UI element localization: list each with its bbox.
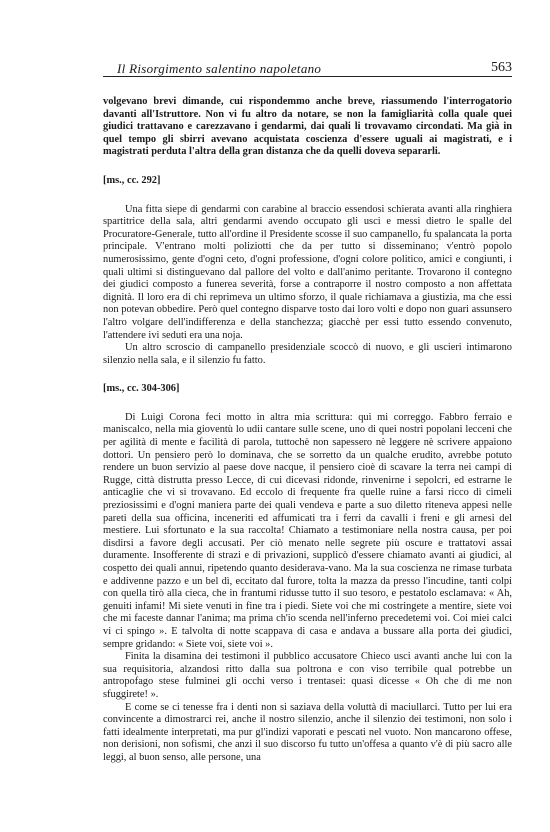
page-body (103, 96, 512, 765)
manuscript-citation: [ms., cc. 304-306] (103, 383, 180, 395)
paragraph: Un altro scroscio di campanello presidenziale scoccò di nuovo, e gli uscieri intimarono silenzio nella sala, e il silenzio fu fatto. (103, 342, 512, 366)
paragraph: E come se ci tenesse fra i denti non si saziava della voluttà di maciullarci. Tutto per lui era convincente a dimostrarci rei, anche il nostro silenzio, anche il silenzio dei testimoni, non solo i fatti idealmente interpretati, ma pur gl'indizi vaporati e pescati nel vuoto. Non mancarono offese, non derisioni, non sofismi, che anzi il suo discorso fu tutto un'offesa a quanto v'è di più sacro alle leggi, al buon senso, alle persone, una (103, 701, 512, 763)
paragraph: Di Luigi Corona feci motto in altra mia scrittura: qui mi correggo. Fabbro ferraio e maniscalco, nella mia gioventù lo udii cantare sulle scene, uno di quei nostri popolani lecceni che per agilità di mente e facilità di parola, tuttochè non sapessero nè leggere nè scrivere appaiono dottori. Un pensiero però lo dominava, che se sorretto da un qualche erudito, avrebbe potuto rendere un buon servizio al paese dove nacque, il pensiero cioè di scavare la terra nei campi di Rugge, città distrutta presso Lecce, di cui dicevasi ridonde, rinvenirne i sepolcri, ed estrarne le anticaglie che vi si trovavano. Ed eccolo di frequente fra quelle ruine a farsi ricco di cimeli preziosissimi e d'ogni maniera parte dei quali vendeva e parte a suo diletto riteneva appesi nelle pareti della sua officina, inceneriti ed affumicati tra i ferri da cavalli i freni e gli arnesi del mestiere. Lui sfortunato e la sua raccolta! Chiamato a testimoniare nella nostra causa, per poi disdirsi a favore degli accusati. Per ciò menato nelle segrete più oscure e trattatovi assai duramente. Insofferente di strazi e di privazioni, supplicò d'essere chiamato avanti ai giudici, al cospetto dei quali annui, ripetendo quanto desiderava-vano. Ma la sua coscienza ne rimase turbata e addivenne pazzo e un bel dì, eccitato dal furore, tolta la mazza da presso l'incudine, tanti colpi con quella tirò alla cieca, che in frantumi ridusse tutto il suo tesoro, e pestatolo esclamava: « Ah, genuiti infami! Mi siete venuti in fine tra i piedi. Siete voi che mi costringete a mentire, siete voi che mi faceste dannar l'anima; ma prima ch'io scenda nell'inferno precedetemi voi. Coi miei calci vi ci spingo ». E talvolta di notte scappava di casa e andava a bussare alla porta dei giudici, sempre gridando: « Siete voi, siete voi ». (103, 411, 512, 650)
page-header (103, 50, 512, 77)
paragraph: Una fitta siepe di gendarmi con carabine al braccio essendosi schierata avanti alla ringhiera spartitrice della sala, altri gendarmi avendo occupato gli usci e messi dietro le spalle del Procuratore-Generale, tutto all'ordine il Presidente scosse il suo campanello, fu spalancata la porta principale. V'entrano molti poliziotti che da per tutto si disseminano; v'entrò popolo numerosissimo, gente d'ogni ceto, d'ogni professione, d'ogni colore politico, amici e congiunti, i quali ultimi si distinguevano dal pallore del volto e dall'animo peritante. Trovarono il contegno dei giudici composto a funerea severità, forse a contraporre il nostro composto a non affettata dignità. Il loro era di chi reprimeva un ultimo sforzo, il quale richiamava a giustizia, ma che essi non potevan obbedire. Però quel contegno disparve tosto dai loro volti e dopo non guari assunsero l'altro volgare dell'indifferenza e della stanchezza; giacchè per essi tutto essendo convenuto, l'attendere ivi seduti era una noja. (103, 203, 512, 341)
paragraph: volgevano brevi dimande, cui rispondemmo anche breve, riassumendo l'interrogatorio davanti all'Istruttore. Non vi fu altro da notare, se non la famigliarità colla quale quei giudici trattavano e carezzavano i gendarmi, dai quali li trovavamo circondati. Ma già in quel tempo gli sbirri avevano acquistata coscienza d'essere uguali ai magistrati, e i magistrati perduta l'altra della gran distanza che da quelli doveva separarli. (103, 96, 512, 158)
running-title: Il Risorgimento salentino napoletano (117, 61, 322, 76)
manuscript-citation: [ms., cc. 292] (103, 174, 161, 186)
paragraph: Finita la disamina dei testimoni il pubblico accusatore Chieco usci avanti anche lui con la sua requisitoria, alzandosi ritto dalla sua poltrona e con viso terribile qual potrebbe un antropofago stese fulminei gli occhi verso i trentasei: quasi dicesse « Oh che di me non sfuggirete! ». (103, 651, 512, 700)
page-number: 563 (491, 60, 512, 75)
